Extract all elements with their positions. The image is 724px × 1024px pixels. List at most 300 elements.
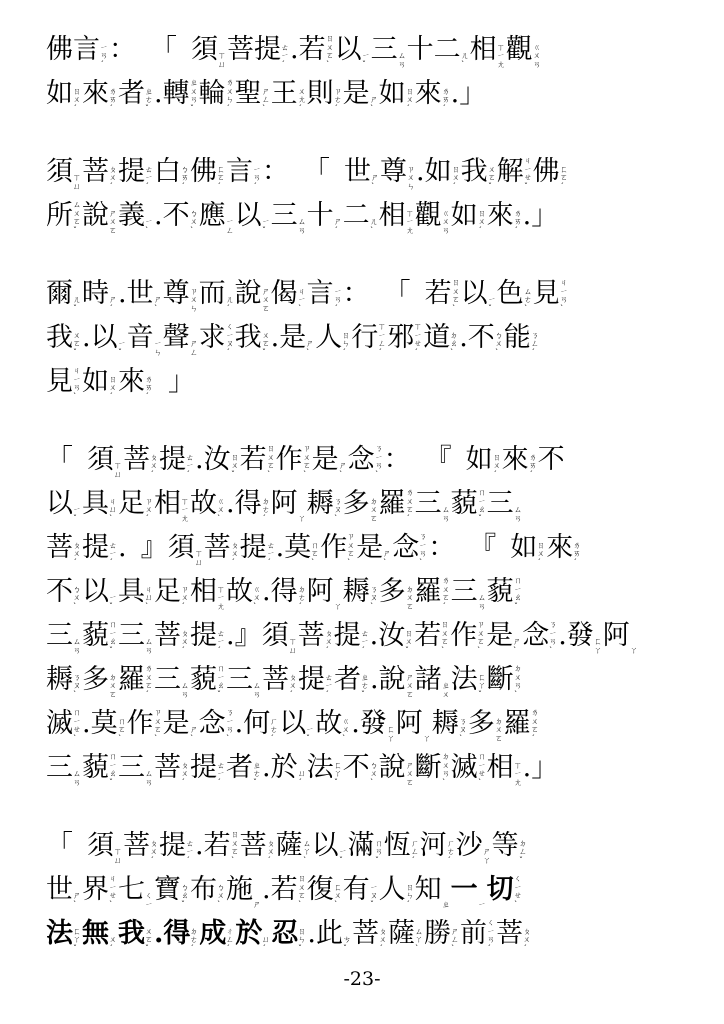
- bopomofo-ruby: ㄕ ˋ: [513, 637, 522, 656]
- text-line: [46, 30, 678, 74]
- bopomofo-ruby: ㄋ ㄡ ˋ: [369, 584, 378, 612]
- ruby-glyph: [496, 914, 532, 954]
- hanzi: 發: [566, 620, 594, 651]
- ruby-glyph: [118, 196, 154, 236]
- paragraph: [46, 440, 678, 792]
- glyph: .: [290, 34, 299, 65]
- bopomofo-ruby: ㄇ ㄧ ㄠ ˇ: [513, 576, 522, 612]
- glyph: .: [307, 918, 316, 949]
- bopomofo-ruby: ㄦ ˇ: [73, 295, 81, 314]
- hanzi: 藐: [450, 488, 478, 519]
- ruby-glyph: [46, 152, 82, 192]
- hanzi: 是: [486, 620, 514, 651]
- bopomofo-ruby: ㄕ ㄥ: [189, 339, 198, 358]
- bopomofo-ruby: ㄗ ㄨ ˊ: [181, 584, 189, 612]
- bopomofo-ruby: ㄌ ㄨ ㄛ ˊ: [145, 664, 153, 700]
- ruby-glyph: [87, 826, 123, 866]
- hanzi: 我: [46, 322, 73, 353]
- hanzi: 若: [414, 620, 442, 651]
- ruby-glyph: [82, 152, 118, 192]
- bopomofo-ruby: ㄇ ㄧ ㄝ ˋ: [73, 708, 81, 744]
- ruby-glyph: [82, 914, 118, 954]
- bopomofo-ruby: ㄇ ㄧ ㄠ ˇ: [477, 488, 486, 524]
- glyph: 「: [383, 278, 411, 309]
- ruby-glyph: [118, 362, 154, 402]
- paragraph: [46, 152, 678, 240]
- hanzi: 知: [414, 874, 442, 905]
- bopomofo-ruby: ㄆ ㄨ ˊ: [150, 838, 158, 866]
- ruby-glyph: [271, 196, 307, 236]
- glyph: 菩: [227, 34, 254, 65]
- ruby-glyph: [334, 616, 370, 656]
- hanzi: 是: [311, 444, 339, 475]
- bopomofo-ruby: ㄕ ˋ: [306, 339, 315, 358]
- hanzi: 不: [162, 200, 190, 231]
- ruby-glyph: [492, 826, 528, 866]
- ruby-glyph: [191, 30, 227, 70]
- ruby-glyph: [316, 914, 352, 954]
- bopomofo-ruby: ㄙ ㄜ ˋ: [523, 286, 532, 314]
- ruby-glyph: [240, 528, 276, 568]
- bopomofo-ruby: ㄕ ˋ: [153, 295, 162, 314]
- bopomofo-ruby: ㄅ ㄨ ˋ: [73, 584, 81, 612]
- bopomofo-ruby: ㄐ ㄩ ˋ: [145, 584, 153, 612]
- ruby-glyph: [451, 572, 487, 612]
- hanzi: 色: [496, 278, 524, 309]
- bopomofo-ruby: ㄓ ㄜ ˇ: [145, 86, 153, 114]
- hanzi: 解: [496, 156, 524, 187]
- ruby-glyph: [204, 528, 240, 568]
- bopomofo-ruby: ㄩ ˊ: [262, 935, 271, 954]
- hanzi: 耨: [431, 708, 459, 739]
- ruby-glyph: [312, 826, 348, 866]
- hanzi: 不: [46, 576, 73, 607]
- glyph: .: [262, 752, 271, 783]
- bopomofo-ruby: ㄕ ˋ: [383, 549, 392, 568]
- hanzi: 以: [82, 576, 109, 607]
- bopomofo-ruby: ㄊ ㄧ ˊ: [281, 42, 289, 70]
- glyph: .: [154, 78, 163, 109]
- hanzi: 轉: [162, 78, 190, 109]
- bopomofo-ruby: ㄙ ㄢ: [513, 505, 522, 524]
- bopomofo-ruby: ㄌ ㄞ ˊ: [109, 86, 117, 114]
- bopomofo-ruby: ㄙ ㄢ: [145, 637, 153, 656]
- ruby-glyph: [46, 484, 82, 524]
- text-line: [46, 704, 678, 748]
- ruby-glyph: [226, 152, 262, 192]
- hanzi: 若: [298, 34, 326, 65]
- bopomofo-ruby: ㄧ ˇ: [73, 505, 81, 524]
- hanzi: 言: [306, 278, 334, 309]
- hanzi: 應: [198, 200, 226, 231]
- ruby-glyph: [163, 318, 199, 358]
- bopomofo-ruby: ㄇ ㄛ ˋ: [117, 716, 126, 744]
- bopomofo-ruby: ㄉ ㄜ ˊ: [297, 584, 306, 612]
- ruby-glyph: [343, 196, 379, 236]
- glyph: 「: [46, 830, 73, 861]
- bopomofo-ruby: ㄌ ㄨ ㄣ ˊ: [225, 78, 234, 114]
- ruby-glyph: [279, 318, 315, 358]
- hanzi: 佛: [532, 156, 560, 187]
- bopomofo-ruby: ㄊ ㄧ ˊ: [217, 628, 225, 656]
- bopomofo-ruby: ㄖ ㄨ ˊ: [109, 374, 117, 402]
- ruby-glyph: [235, 318, 271, 358]
- glyph: 』: [140, 532, 168, 563]
- glyph: .: [558, 620, 567, 651]
- hanzi: 滿: [347, 830, 375, 861]
- hanzi: 提: [82, 532, 109, 563]
- ruby-glyph: [271, 274, 307, 314]
- hanzi: 行: [351, 322, 379, 353]
- bopomofo-ruby: ㄗ ㄨ ㄛ ˋ: [477, 620, 486, 656]
- ruby-glyph: [154, 152, 190, 192]
- glyph: .: [416, 156, 425, 187]
- ruby-glyph: [343, 74, 379, 114]
- hanzi: 藐: [82, 620, 109, 651]
- bopomofo-ruby: ㄧ ˇ: [109, 593, 117, 612]
- ruby-glyph: [46, 748, 82, 788]
- bopomofo-ruby: ㄦ ˋ: [460, 51, 469, 70]
- hanzi: 來: [82, 78, 109, 109]
- bopomofo-ruby: ㄋ ㄥ ˊ: [530, 330, 539, 358]
- ruby-glyph: [415, 870, 451, 910]
- hanzi: 於: [270, 752, 298, 783]
- text-line: [46, 74, 678, 118]
- hanzi: 觀: [505, 34, 533, 65]
- bopomofo-ruby: ㄒ ㄩ: [218, 51, 226, 70]
- ruby-glyph: [199, 704, 235, 744]
- glyph: ：: [428, 532, 456, 563]
- glyph: 「: [303, 156, 330, 187]
- bopomofo-ruby: ㄏ ㄜ ˊ: [270, 716, 279, 744]
- hanzi: 念: [347, 444, 375, 475]
- bopomofo-ruby: ㄕ ㄨ ㄛ: [405, 760, 414, 788]
- glyph: .: [270, 322, 280, 353]
- glyph: 』: [234, 620, 262, 651]
- bopomofo-ruby: ㄕ ˋ: [371, 173, 379, 192]
- hanzi: 說: [378, 664, 406, 695]
- bopomofo-ruby: ㄕ: [253, 899, 261, 910]
- hanzi: 如: [424, 156, 452, 187]
- hanzi: 相: [486, 752, 514, 783]
- bopomofo-ruby: ㄈ ㄚ: [593, 637, 602, 656]
- hanzi: 是: [279, 322, 307, 353]
- hanzi: 羅: [378, 488, 406, 519]
- hanzi: 成: [199, 918, 227, 949]
- ruby-glyph: [344, 152, 380, 192]
- ruby-glyph: [425, 152, 461, 192]
- bopomofo-ruby: ㄚ: [629, 645, 638, 656]
- glyph: .: [82, 708, 91, 739]
- ruby-glyph: [226, 748, 262, 788]
- bopomofo-ruby: ㄍ ㄨ ˋ: [217, 496, 225, 524]
- hanzi: 須: [261, 620, 289, 651]
- ruby-glyph: [46, 660, 82, 700]
- ruby-glyph: [307, 274, 343, 314]
- space: [455, 528, 469, 568]
- hanzi: 多: [467, 708, 495, 739]
- bopomofo-ruby: ㄧ ㄥ: [225, 217, 234, 236]
- hanzi: 於: [235, 918, 263, 949]
- bopomofo-ruby: ㄧ ㄢ ˊ: [100, 42, 108, 70]
- ruby-glyph: [46, 870, 82, 910]
- ruby-glyph: [154, 748, 190, 788]
- hanzi: 三: [270, 200, 298, 231]
- bopomofo-ruby: ㄆ ㄨ ˊ: [523, 926, 531, 954]
- hanzi: 須: [87, 830, 114, 861]
- hanzi: 求: [198, 322, 226, 353]
- glyph: 」: [168, 366, 195, 397]
- bopomofo-ruby: ㄌ ㄨ ㄛ ˊ: [441, 576, 450, 612]
- bopomofo-ruby: ㄋ ㄧ ㄢ ˋ: [549, 620, 558, 656]
- bopomofo-ruby: ㄖ ㄣ ˊ: [342, 330, 351, 358]
- ruby-glyph: [91, 318, 127, 358]
- ruby-glyph: [118, 616, 154, 656]
- hanzi: 觀: [414, 200, 442, 231]
- ruby-glyph: [199, 318, 235, 358]
- bopomofo-ruby: ㄗ ㄜ ˊ: [333, 86, 342, 114]
- glyph: .: [522, 752, 532, 783]
- ruby-glyph: [190, 484, 226, 524]
- hanzi: 足: [118, 488, 145, 519]
- hanzi: 藐: [190, 664, 217, 695]
- ruby-glyph: [343, 748, 379, 788]
- hanzi: 時: [82, 278, 109, 309]
- ruby-glyph: [379, 572, 415, 612]
- ruby-glyph: [190, 660, 226, 700]
- hanzi: 須: [87, 444, 114, 475]
- ruby-glyph: [271, 870, 307, 910]
- ruby-glyph: [190, 870, 226, 910]
- ruby-glyph: [159, 826, 195, 866]
- ruby-glyph: [118, 74, 154, 114]
- hanzi: 則: [306, 78, 334, 109]
- ruby-glyph: [199, 274, 235, 314]
- hanzi: 如: [82, 366, 109, 397]
- ruby-glyph: [82, 196, 118, 236]
- bopomofo-ruby: ㄒ ㄧ ㄥ ˊ: [378, 322, 387, 358]
- bopomofo-ruby: ㄙ ㄢ: [145, 769, 153, 788]
- ruby-glyph: [46, 196, 82, 236]
- ruby-glyph: [154, 616, 190, 656]
- space: [154, 362, 168, 402]
- space: [496, 528, 510, 568]
- ruby-glyph: [163, 74, 199, 114]
- bopomofo-ruby: ㄨ ˊ: [109, 935, 117, 954]
- ruby-glyph: [284, 528, 320, 568]
- bopomofo-ruby: ㄚ: [333, 601, 342, 612]
- bopomofo-ruby: ㄅ ㄠ ˇ: [181, 882, 189, 910]
- bopomofo-ruby: ㄒ ㄩ: [114, 461, 122, 480]
- ruby-glyph: [504, 318, 540, 358]
- bopomofo-ruby: ㄆ ㄨ ˊ: [181, 760, 189, 788]
- text-line: [46, 616, 678, 660]
- text-line: [46, 660, 678, 704]
- ruby-glyph: [190, 748, 226, 788]
- bopomofo-ruby: ㄧ ㄡ ˇ: [369, 882, 378, 910]
- ruby-glyph: [82, 748, 118, 788]
- sutra-text-body: [46, 30, 678, 958]
- hanzi: 若: [239, 444, 267, 475]
- hanzi: 得: [163, 918, 191, 949]
- bopomofo-ruby: ㄖ ㄨ ㄛ ˋ: [266, 444, 275, 480]
- hanzi: 作: [320, 532, 348, 563]
- bopomofo-ruby: ㄉ ㄠ ˋ: [450, 330, 459, 358]
- hanzi: 如: [378, 78, 406, 109]
- glyph: 十: [406, 34, 434, 65]
- bopomofo-ruby: ㄑ ㄧ ㄢ ˊ: [487, 918, 495, 954]
- bopomofo-ruby: ㄆ ㄨ ˊ: [266, 838, 275, 866]
- bopomofo-ruby: ㄕ ㄥ ˋ: [451, 926, 459, 954]
- hanzi: 提: [333, 620, 361, 651]
- bopomofo-ruby: ㄑ ㄧ ㄡ ˊ: [225, 322, 234, 358]
- bopomofo-ruby: ㄙ ㄢ: [477, 593, 486, 612]
- ruby-glyph: [456, 826, 492, 866]
- bopomofo-ruby: ㄈ ㄨ ˋ: [333, 882, 342, 910]
- hanzi: 諸: [414, 664, 442, 695]
- bopomofo-ruby: ㄆ ㄨ ˊ: [230, 540, 239, 568]
- hanzi: 來: [414, 78, 442, 109]
- ruby-glyph: [82, 74, 118, 114]
- ruby-glyph: [497, 274, 533, 314]
- hanzi: 提: [254, 34, 281, 65]
- bopomofo-ruby: ㄖ ㄨ ˊ: [405, 86, 414, 114]
- ruby-glyph: [163, 196, 199, 236]
- bopomofo-ruby: ㄙ ㄚ ˋ: [415, 926, 423, 954]
- bopomofo-ruby: ㄖ ㄨ ㄛ ˋ: [325, 34, 334, 70]
- glyph: .: [118, 532, 127, 563]
- hanzi: 多: [342, 488, 370, 519]
- bopomofo-ruby: ㄋ ㄡ ˋ: [458, 716, 467, 744]
- ruby-glyph: [254, 30, 290, 70]
- ruby-glyph: [46, 616, 82, 656]
- bopomofo-ruby: ㄦ ˋ: [369, 217, 378, 236]
- hanzi: 尊: [380, 156, 407, 187]
- bopomofo-ruby: ㄗ ㄨ ㄛ ˋ: [153, 708, 162, 744]
- hanzi: 三: [118, 620, 145, 651]
- ruby-glyph: [298, 616, 334, 656]
- text-line: [46, 870, 678, 914]
- hanzi: 如: [465, 444, 493, 475]
- hanzi: 三: [46, 620, 73, 651]
- bopomofo-ruby: ㄅ ㄨ ˋ: [494, 330, 503, 358]
- glyph: .: [275, 532, 285, 563]
- glyph: .: [262, 576, 271, 607]
- ruby-glyph: [154, 484, 190, 524]
- hanzi: 提: [190, 620, 217, 651]
- glyph: 」: [459, 78, 487, 109]
- hanzi: 前: [460, 918, 487, 949]
- hanzi: 聖: [234, 78, 262, 109]
- ruby-glyph: [123, 826, 159, 866]
- space: [370, 274, 384, 314]
- hanzi: 法: [46, 918, 73, 949]
- ruby-glyph: [154, 870, 190, 910]
- bopomofo-ruby: ㄕ ˋ: [189, 725, 198, 744]
- bopomofo-ruby: ㄓ ㄨ ㄢ ˇ: [189, 78, 198, 114]
- ruby-glyph: [348, 826, 384, 866]
- hanzi: 阿: [270, 488, 298, 519]
- ruby-glyph: [388, 914, 424, 954]
- bopomofo-ruby: ㄧ ㄢ ˊ: [253, 164, 261, 192]
- ruby-glyph: [82, 528, 118, 568]
- hanzi: 者: [334, 664, 361, 695]
- bopomofo-ruby: ㄖ ㄨ ˊ: [73, 86, 81, 114]
- ruby-glyph: [127, 318, 163, 358]
- bopomofo-ruby: ㄐ ㄧ ㄢ ˋ: [559, 278, 568, 314]
- hanzi: 相: [154, 488, 181, 519]
- ruby-glyph: [522, 616, 558, 656]
- glyph: 佛: [46, 34, 73, 65]
- hanzi: 以: [460, 278, 488, 309]
- hanzi: 三: [486, 488, 514, 519]
- hanzi: 無: [82, 918, 109, 949]
- ruby-glyph: [487, 748, 523, 788]
- hanzi: 菩: [123, 830, 150, 861]
- bopomofo-ruby: ㄕ ㄥ ˋ: [261, 86, 270, 114]
- hanzi: 莫: [90, 708, 118, 739]
- hanzi: 不: [467, 322, 495, 353]
- bopomofo-ruby: ㄇ ㄧ ㄠ ˇ: [217, 664, 225, 700]
- hanzi: 三: [414, 488, 442, 519]
- glyph: .: [195, 830, 204, 861]
- glyph: .: [226, 488, 235, 519]
- ruby-glyph: [379, 484, 415, 524]
- hanzi: 三: [370, 34, 398, 65]
- hanzi: 邪: [387, 322, 415, 353]
- ruby-glyph: [118, 152, 154, 192]
- hanzi: 輪: [198, 78, 226, 109]
- hanzi: 來: [486, 200, 514, 231]
- hanzi: 切: [486, 874, 514, 905]
- hanzi: 須: [191, 34, 218, 65]
- ruby-glyph: [262, 660, 298, 700]
- ruby-glyph: [240, 826, 276, 866]
- hanzi: 若: [270, 874, 298, 905]
- ruby-glyph: [487, 572, 523, 612]
- bopomofo-ruby: ㄖ ㄨ ˊ: [492, 452, 501, 480]
- ruby-glyph: [46, 74, 82, 114]
- hanzi: 汝: [203, 444, 231, 475]
- bopomofo-ruby: ㄕ ˊ: [109, 295, 117, 314]
- text-line: [46, 572, 678, 616]
- bopomofo-ruby: ㄗ ㄨ ㄛ ˋ: [347, 532, 356, 568]
- hanzi: 菩: [352, 918, 379, 949]
- hanzi: 施: [226, 874, 253, 905]
- ruby-glyph: [118, 870, 154, 910]
- ruby-glyph: [380, 152, 416, 192]
- ruby-glyph: [82, 870, 118, 910]
- ruby-glyph: [271, 572, 307, 612]
- ruby-glyph: [82, 362, 118, 402]
- ruby-glyph: [420, 826, 456, 866]
- hanzi: 世: [46, 874, 73, 905]
- hanzi: 三: [46, 752, 73, 783]
- space: [136, 30, 150, 70]
- bopomofo-ruby: ㄕ ˊ: [333, 217, 342, 236]
- hanzi: 說: [234, 278, 262, 309]
- bopomofo-ruby: ㄆ ㄨ ˊ: [181, 628, 189, 656]
- bopomofo-ruby: ㄌ ㄨ ㄛ ˊ: [405, 488, 414, 524]
- bopomofo-ruby: ㄕ ㄚ: [482, 847, 491, 866]
- bopomofo-ruby: ㄙ ㄨ ㄛ ˇ: [73, 200, 81, 236]
- hanzi: 河: [419, 830, 447, 861]
- text-line: [46, 274, 678, 318]
- glyph: .: [450, 78, 460, 109]
- hanzi: 恆: [383, 830, 411, 861]
- bopomofo-ruby: ㄨ ㄛ ˇ: [145, 926, 153, 954]
- bopomofo-ruby: ㄌ ㄞ ˊ: [573, 540, 582, 568]
